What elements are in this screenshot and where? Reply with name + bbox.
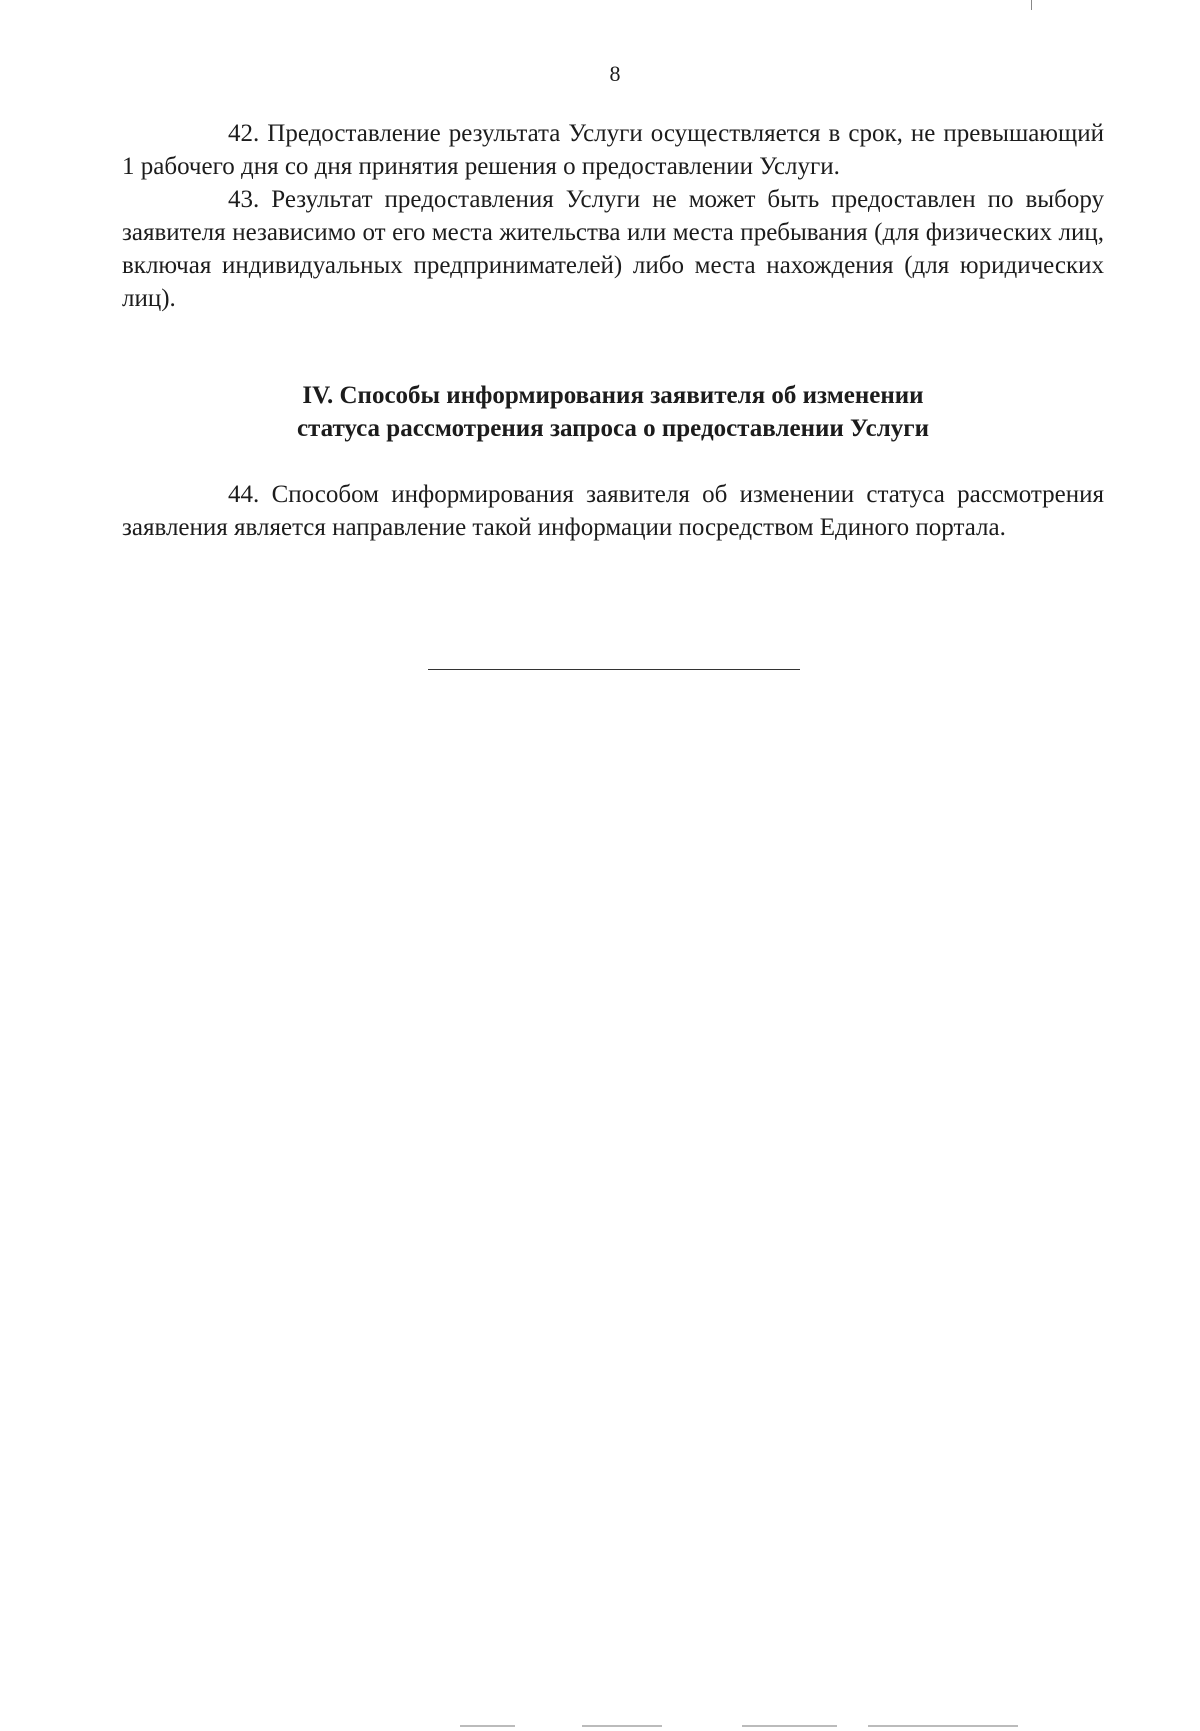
section-heading	[122, 379, 1104, 445]
paragraph-42: 42. Предоставление результата Услуги осуществляется в срок, не превышающий 1 рабочего дня со дня принятия решения о предоставлении Услуги.	[122, 120, 1104, 180]
scan-footer-mark	[582, 1725, 662, 1727]
page-number: 8	[609, 61, 621, 86]
paragraph-44: 44. Способом информирования заявителя об изменении статуса рассмотрения заявления является направление такой информации посредством Единого портала.	[122, 481, 1104, 541]
end-separator-line	[428, 669, 800, 670]
scan-footer-mark	[868, 1725, 1018, 1727]
scan-artifact-mark	[1031, 0, 1032, 10]
scan-footer-mark	[742, 1725, 837, 1727]
paragraphs-block-section	[122, 478, 1104, 544]
section-heading-line-1: IV. Способы информирования заявителя об изменении	[302, 382, 924, 409]
paragraph-43: 43. Результат предоставления Услуги не может быть предоставлен по выбору заявителя независимо от его места жительства или места пребывания (для физических лиц, включая индивидуальных предпринимателей) либо места нахождения (для юридических лиц).	[122, 186, 1104, 312]
paragraphs-block-top	[122, 117, 1104, 315]
scan-footer-mark	[460, 1725, 515, 1727]
scan-footer-marks	[460, 1725, 1020, 1727]
section-heading-line-2: статуса рассмотрения запроса о предоставлении Услуги	[296, 415, 930, 442]
